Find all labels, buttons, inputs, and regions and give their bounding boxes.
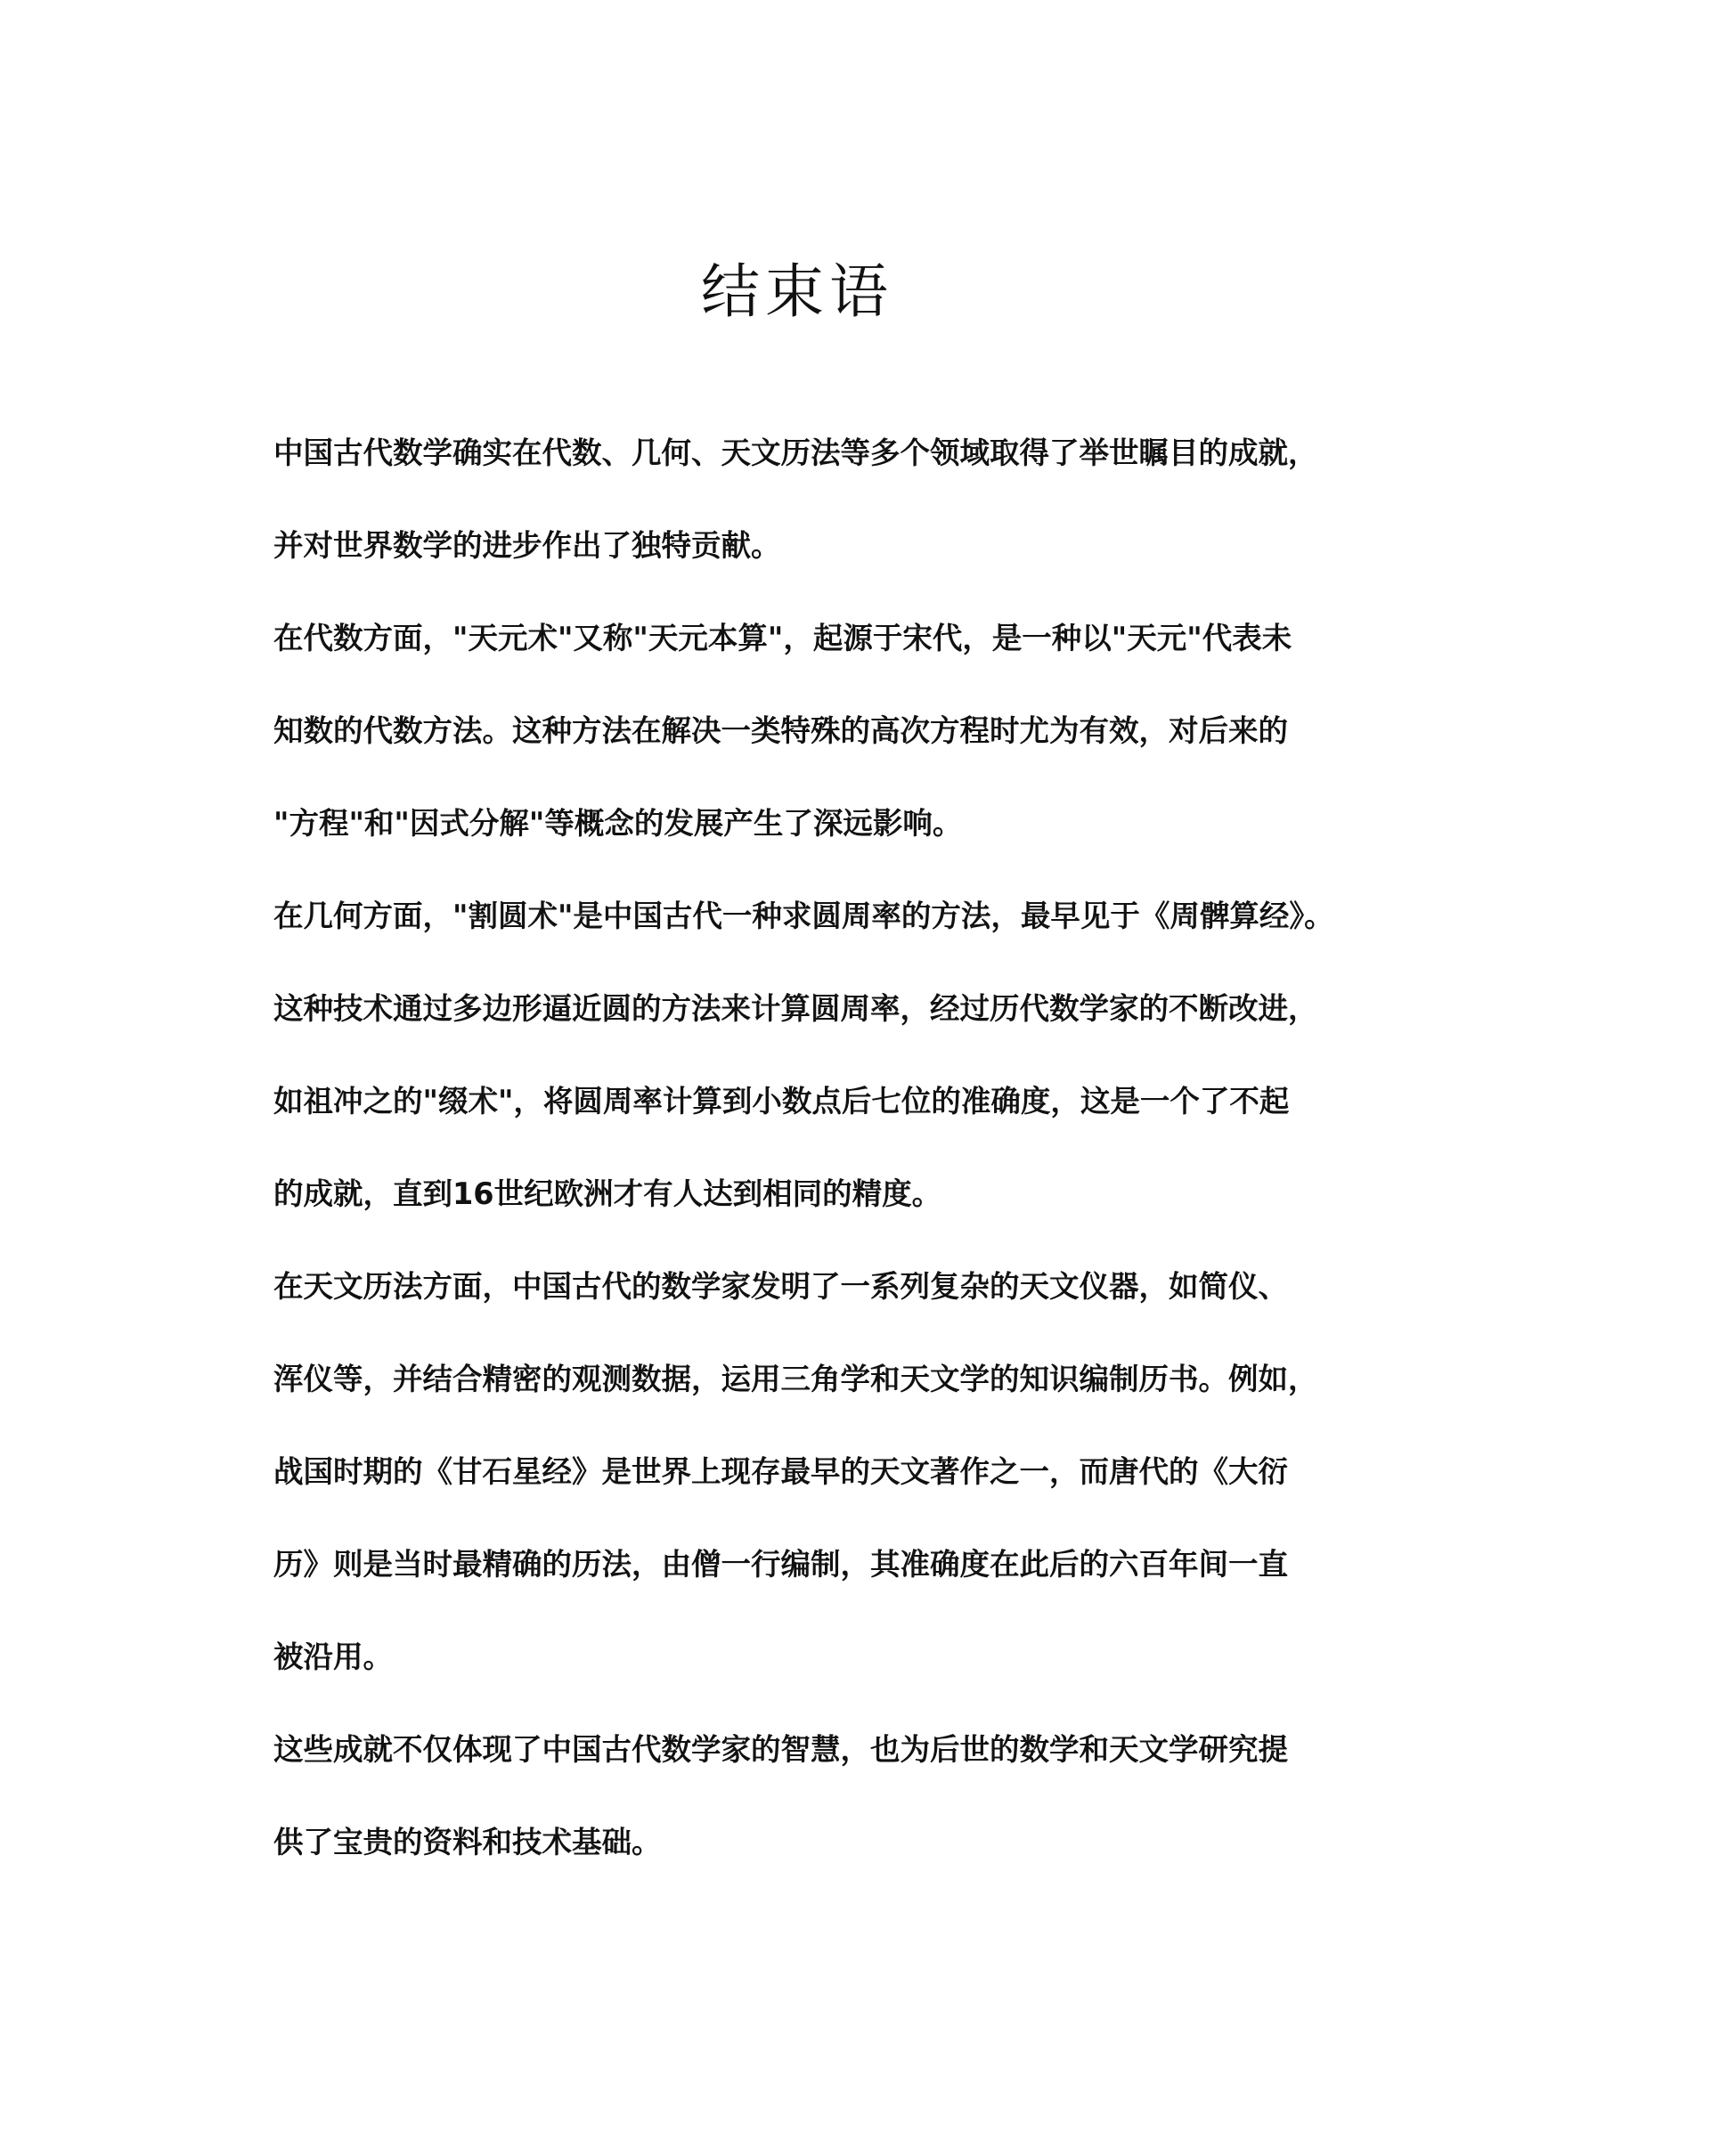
text-line: 在天文历法方面，中国古代的数学家发明了一系列复杂的天文仪器，如简仪、 — [273, 1269, 1288, 1304]
text-line: 这种技术通过多边形逼近圆的方法来计算圆周率，经过历代数学家的不断改进， — [273, 991, 1318, 1026]
text-line: 供了宝贵的资料和技术基础。 — [273, 1825, 662, 1859]
text-line: 并对世界数学的进步作出了独特贡献。 — [273, 528, 781, 563]
text-line: 战国时期的《甘石星经》是世界上现存最早的天文著作之一，而唐代的《大衍 — [273, 1454, 1288, 1489]
document-body — [273, 421, 1503, 1903]
text-line: 的成就，直到16世纪欧洲才有人达到相同的精度。 — [273, 1176, 942, 1211]
text-line: 在几何方面，"割圆术"是中国古代一种求圆周率的方法，最早见于《周髀算经》。 — [273, 899, 1334, 933]
text-line: 中国古代数学确实在代数、几何、天文历法等多个领域取得了举世瞩目的成就， — [273, 435, 1318, 470]
text-line: 被沿用。 — [273, 1639, 393, 1674]
text-line: 历》则是当时最精确的历法，由僧一行编制，其准确度在此后的六百年间一直 — [273, 1547, 1288, 1582]
text-line: 在代数方面，"天元术"又称"天元本算"，起源于宋代，是一种以"天元"代表未 — [273, 621, 1292, 655]
text-line: 浑仪等，并结合精密的观测数据，运用三角学和天文学的知识编制历书。例如， — [273, 1362, 1318, 1396]
text-line: 这些成就不仅体现了中国古代数学家的智慧，也为后世的数学和天文学研究提 — [273, 1732, 1288, 1767]
page-title: 结束语 — [701, 257, 893, 326]
text-line: 知数的代数方法。这种方法在解决一类特殊的高次方程时尤为有效，对后来的 — [273, 713, 1288, 748]
text-line: 如祖冲之的"缀术"，将圆周率计算到小数点后七位的准确度，这是一个了不起 — [273, 1084, 1290, 1119]
text-line: "方程"和"因式分解"等概念的发展产生了深远影响。 — [273, 806, 963, 841]
